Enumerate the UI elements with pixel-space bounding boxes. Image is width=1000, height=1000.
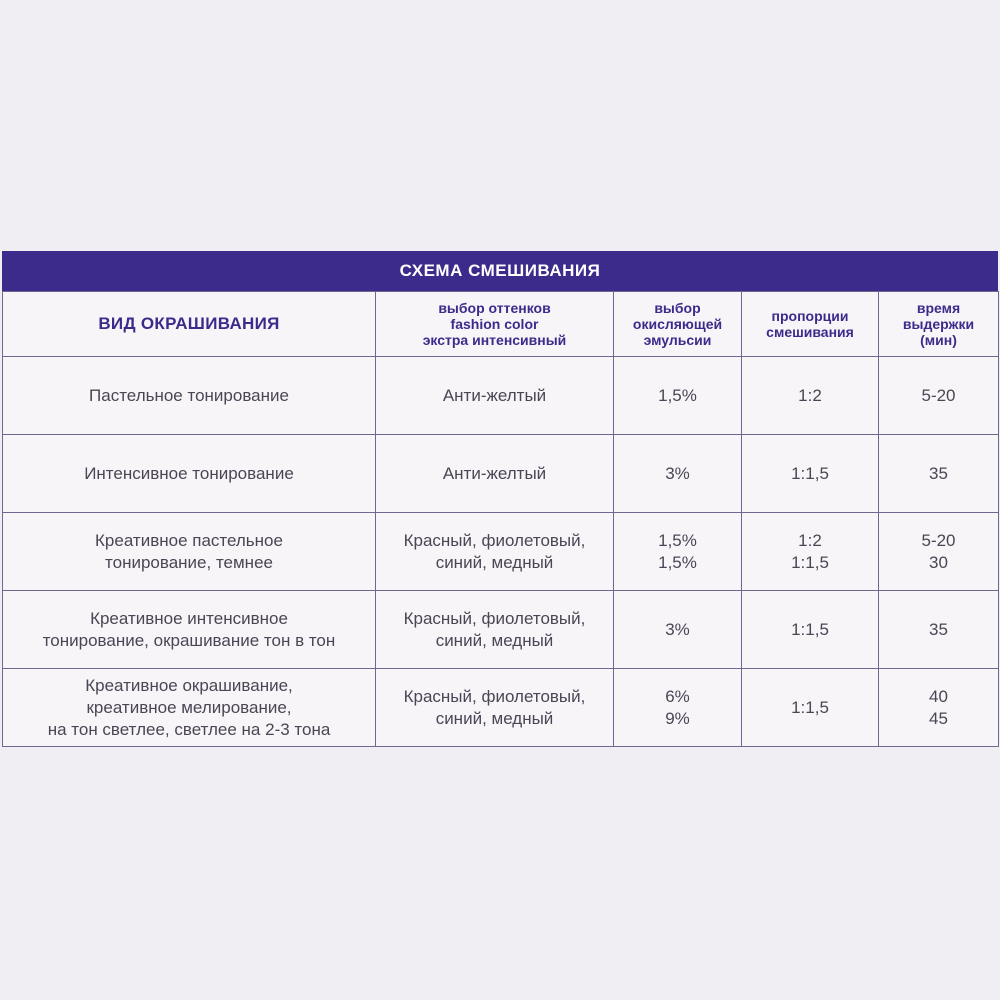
header-time (879, 292, 999, 357)
cell-line: 3% (665, 463, 690, 483)
cell-emulsion (614, 669, 742, 747)
header-line: fashion color (450, 316, 539, 332)
cell-coloring-type (3, 357, 376, 435)
cell-line: 9% (665, 708, 690, 728)
header-emulsion (614, 292, 742, 357)
cell-time (879, 513, 999, 591)
cell-line: Красный, фиолетовый, (403, 608, 586, 628)
cell-shades (376, 669, 614, 747)
cell-line: синий, медный (435, 708, 554, 728)
cell-ratio (742, 669, 879, 747)
cell-time (879, 357, 999, 435)
cell-line: Красный, фиолетовый, (403, 686, 586, 706)
cell-line: 45 (929, 708, 948, 728)
cell-ratio (742, 591, 879, 669)
cell-shades (376, 357, 614, 435)
header-shades (376, 292, 614, 357)
cell-line: Анти-желтый (442, 385, 547, 405)
cell-ratio (742, 513, 879, 591)
cell-ratio (742, 357, 879, 435)
cell-line: 1,5% (658, 530, 697, 550)
cell-line: 6% (665, 686, 690, 706)
cell-emulsion (614, 513, 742, 591)
mixing-scheme-table (2, 251, 998, 747)
cell-emulsion (614, 357, 742, 435)
cell-line: креативное мелирование, (86, 697, 292, 717)
cell-line: 1:1,5 (791, 463, 829, 483)
cell-line: на тон светлее, светлее на 2-3 тона (47, 719, 331, 739)
cell-time (879, 591, 999, 669)
cell-line: 30 (929, 552, 948, 572)
header-line: пропорции (771, 308, 849, 324)
table-row (3, 513, 999, 591)
cell-coloring-type (3, 513, 376, 591)
cell-line: Креативное пастельное (95, 530, 283, 550)
cell-line: Интенсивное тонирование (84, 463, 294, 483)
cell-line: Креативное интенсивное (90, 608, 288, 628)
header-line: окисляющей (632, 316, 723, 332)
cell-line: синий, медный (435, 552, 554, 572)
cell-emulsion (614, 435, 742, 513)
header-line: смешивания (766, 324, 854, 340)
header-line: эмульсии (643, 332, 712, 348)
cell-line: 1:2 (798, 530, 822, 550)
cell-coloring-type (3, 591, 376, 669)
cell-emulsion (614, 591, 742, 669)
header-row (3, 292, 999, 357)
cell-coloring-type (3, 669, 376, 747)
cell-time (879, 669, 999, 747)
cell-line: Пастельное тонирование (89, 385, 289, 405)
cell-coloring-type (3, 435, 376, 513)
cell-line: синий, медный (435, 630, 554, 650)
table-title: СХЕМА СМЕШИВАНИЯ (2, 251, 998, 291)
cell-line: тонирование, окрашивание тон в тон (42, 630, 336, 650)
header-line: выдержки (902, 316, 975, 332)
table-row (3, 435, 999, 513)
cell-line: 1,5% (658, 552, 697, 572)
cell-line: 5-20 (921, 385, 956, 405)
header-coloring-type: ВИД ОКРАШИВАНИЯ (3, 292, 376, 357)
cell-line: 1:1,5 (791, 619, 829, 639)
table-row (3, 591, 999, 669)
table-row (3, 669, 999, 747)
cell-line: 35 (929, 619, 948, 639)
cell-line: Анти-желтый (442, 463, 547, 483)
header-line: выбор оттенков (438, 300, 551, 316)
cell-line: 1:1,5 (791, 552, 829, 572)
header-line: экстра интенсивный (422, 332, 567, 348)
cell-line: Креативное окрашивание, (85, 675, 293, 695)
cell-shades (376, 591, 614, 669)
cell-shades (376, 513, 614, 591)
cell-line: Красный, фиолетовый, (403, 530, 586, 550)
cell-shades (376, 435, 614, 513)
cell-line: 3% (665, 619, 690, 639)
cell-line: 5-20 (921, 530, 956, 550)
cell-ratio (742, 435, 879, 513)
cell-time (879, 435, 999, 513)
cell-line: 1:1,5 (791, 697, 829, 717)
table-row (3, 357, 999, 435)
header-line: время (916, 300, 961, 316)
mixing-grid (2, 291, 999, 747)
cell-line: 1:2 (798, 385, 822, 405)
cell-line: 35 (929, 463, 948, 483)
cell-line: 40 (929, 686, 948, 706)
header-line: выбор (654, 300, 701, 316)
cell-line: тонирование, темнее (105, 552, 273, 572)
header-ratio (742, 292, 879, 357)
header-line: (мин) (920, 332, 957, 348)
cell-line: 1,5% (658, 385, 697, 405)
